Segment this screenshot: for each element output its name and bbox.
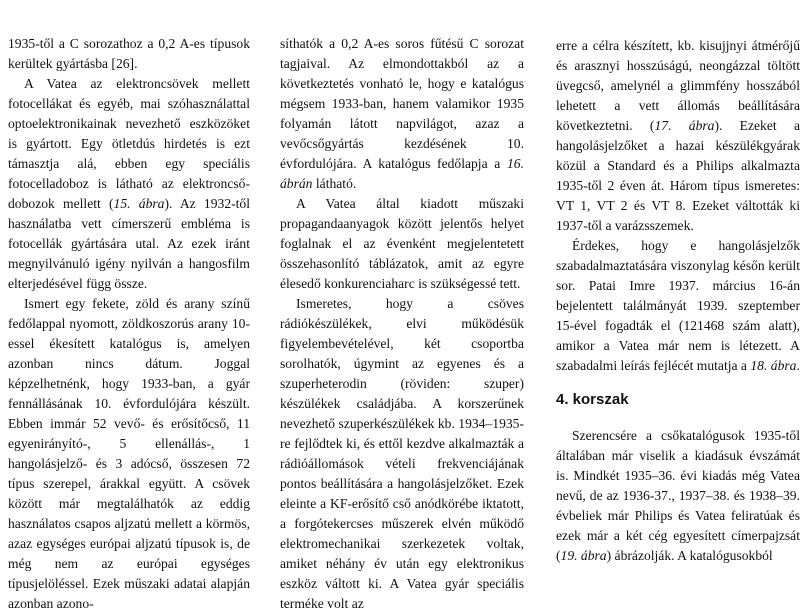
section-heading: 4. korszak xyxy=(556,391,629,408)
figure-reference: 19. ábra xyxy=(560,548,607,563)
text-column-3 xyxy=(556,36,800,566)
figure-reference: 16. ábrán xyxy=(280,156,524,191)
figure-reference: 17. ábra xyxy=(654,118,715,133)
paragraph: Érdekes, hogy e hangolásjelzők szabadalmaztatására viszonylag későn került sor. Patai Imre 1937. március 16-án bejelentett találmányát 1939. szeptember 15-ével fogadták el (121468 szám alatt), amikor a Vatea már nem is létezett. A szabadalmi leírás fejlécét mutatja a 18. ábra. xyxy=(556,238,800,373)
paragraph: síthatók a 0,2 A-es soros fűtésű C sorozat tagjaival. Az elmondottakból az a következtetés vonható le, hogy e katalógus mégsem 1933-ban, hanem valamikor 1935 folyamán látott napvilágot, azaz a vevőcsőgyártás kezdésének 10. évfordulójára. A katalógus fedőlapja a 16. ábrán látható. xyxy=(280,36,524,191)
paragraph: A Vatea az elektroncsövek mellett fotocellákat és egyéb, mai szóhasználattal optoelektronikainak nevezhető eszközöket is gyártott. Egy ötletdús hirdetés is ezt támasztja alá, ebben egy speciális fotocelladoboz is látható az elektroncső-dobozok mellett (15. ábra). Az 1932-től használatba vett címerszerű embléma is fotocellák gyártására utal. Az ezek iránt megnyilvánuló igény nyilván a hangosfilm elterjedésével függ össze. xyxy=(8,76,250,291)
figure-reference: 18. ábra xyxy=(750,358,797,373)
text-column-1 xyxy=(8,34,250,614)
text-column-2 xyxy=(280,34,524,614)
paragraph: Ismert egy fekete, zöld és arany színű fedőlappal nyomott, zöldkoszorús arany 10-essel ékesített katalógus is, amelyen azonban nincs dátum. Joggal képzelhetnénk, hogy 1933-ban, a gyár fennállásának 10. évfordulójára készült. Ebben immár 52 vevő- és erősítőcső, 11 egyenirányító-, 5 ellenállás-, 1 hangolásjelző- és 3 adócső, összesen 72 típus szerepel, árakkal együtt. A csövek között már megtalálhatók az eddig használatos csapos aljzatú mellett a körmös, azaz egységes európai aljzatú típusok is, de még nem az európai egységes típusjelöléssel. Ezek műszaki adatai alapján azonban azono- xyxy=(8,296,250,611)
paragraph: 1935-től a C sorozathoz a 0,2 A-es típusok kerültek gyártásba [26]. xyxy=(8,36,250,71)
figure-reference: 15. ábra xyxy=(113,196,165,211)
paragraph: Szerencsére a csőkatalógusok 1935-től általában már viselik a kiadásuk évszámát is. Mindkét 1935–36. évi kiadás még Vatea nevű, de az 1936-37., 1937–38. és 1938–39. évbeliek már Philips és Vatea feliratúak és ezek már a két cég egyesített címerpajzsát (19. ábra) ábrázolják. A katalógusokból xyxy=(556,428,800,563)
paragraph: Ismeretes, hogy a csöves rádiókészülékek, elvi működésük figyelembevételével, két csoportba sorolhatók, úgymint az egyenes és a szuperheterodin (röviden: szuper) készülékek családjába. A korszerűnek nevezhető szuperkészülékek kb. 1934–1935-re fejlődtek ki, és ettől kezdve alkalmazták a rádióállomások vételi frekvenciájának pontos beállítására a hangolásjelzőket. Ezek eleinte a KF-erősítő cső anódkörébe iktatott, a forgótekercses műszerek elvén működő elektromechanikai szerkezetek voltak, amiket néhány év után egy elektronikus eszköz váltott ki. A Vatea gyár speciális terméke volt az xyxy=(280,296,524,611)
paragraph: A Vatea által kiadott műszaki propagandaanyagok között jelentős helyet foglalnak el az évenként megjelentetett összehasonlító táblázatok, amit az egyre élesedő konkurenciaharc is szükségessé tett. xyxy=(280,196,524,291)
paragraph: erre a célra készített, kb. kisujjnyi átmérőjű és arasznyi hosszúságú, neongázzal töltött üvegcső, amelynél a glimmfény hosszából lehetett a vett állomás beállítására következtetni. (17. ábra). Ezeket a hangolásjelzőket a hazai készülékgyárak közül a Standard és a Philips alkalmazta 1935-től 2 éven át. Három típus ismeretes: VT 1, VT 2 és VT 8. Ezeket váltották ki 1937-től a varázsszemek. xyxy=(556,38,800,233)
